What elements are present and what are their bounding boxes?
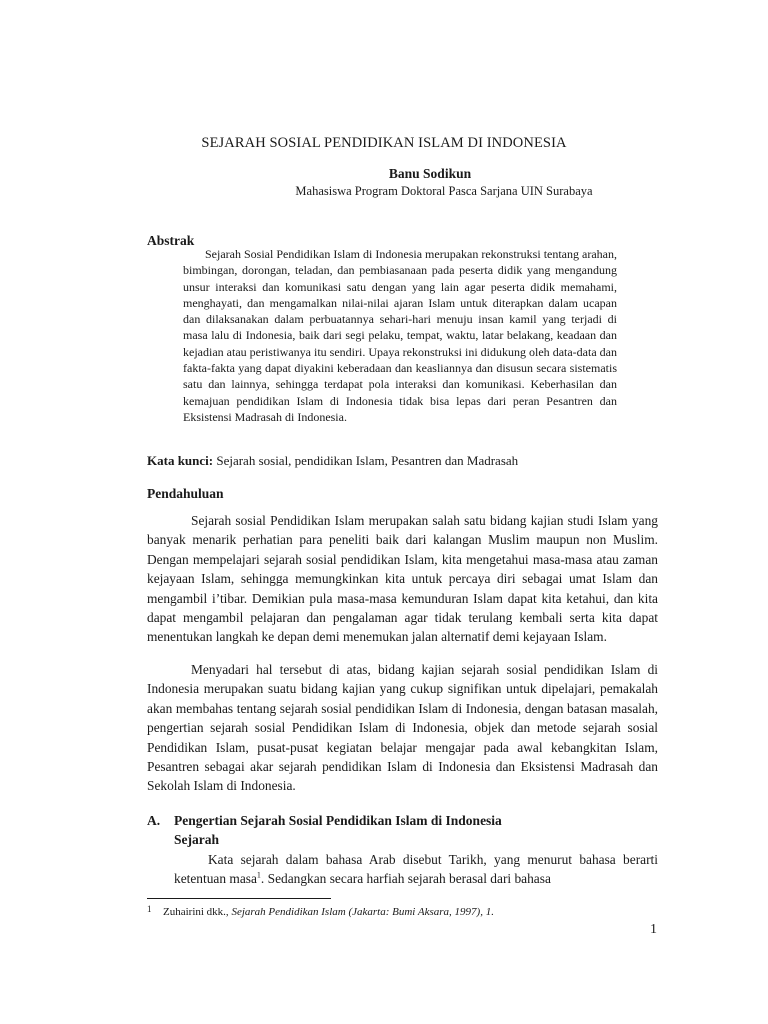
section-a-letter: A. bbox=[147, 813, 161, 828]
page-number: 1 bbox=[650, 922, 657, 937]
keywords-label: Kata kunci: bbox=[147, 453, 214, 468]
author-affiliation: Mahasiswa Program Doktoral Pasca Sarjana UIN Surabaya bbox=[295, 184, 593, 198]
paper-title: SEJARAH SOSIAL PENDIDIKAN ISLAM DI INDONESIA bbox=[201, 135, 567, 151]
abstract-heading: Abstrak bbox=[147, 233, 195, 248]
introduction-paragraph-1: Sejarah sosial Pendidikan Islam merupakan salah satu bidang kajian studi Islam yang banyak menarik perhatian para peneliti baik dari kalangan Muslim maupun non Muslim. Dengan mempelajari sejarah sosial pendidikan Islam, kita mengetahui masa-masa atau zaman kejayaan Islam, sehingga memungkinkan kita untuk percaya diri sebagai umat Islam dan mengambil i’tibar. Demikian pula masa-masa kemunduran Islam dapat kita ketahui, dan kita dapat mengambil pelajaran dan pengalaman agar tidak terulang kembali serta kita dapat menentukan langkah ke depan demi menemukan jalan alternatif demi kejayaan Islam. bbox=[147, 513, 658, 645]
footnote-number: 1 bbox=[147, 904, 152, 914]
author-name: Banu Sodikun bbox=[388, 166, 472, 181]
section-a-text-1: Kata sejarah dalam bahasa Arab disebut Tarikh, yang menurut bahasa berarti ketentuan masa bbox=[174, 852, 658, 887]
introduction-heading: Pendahuluan bbox=[147, 486, 224, 501]
section-a-text-2: . Sedangkan secara harfiah sejarah berasal dari bahasa bbox=[260, 871, 551, 887]
introduction-paragraph-2: Menyadari hal tersebut di atas, bidang kajian sejarah sosial pendidikan Islam di Indonesia merupakan suatu bidang kajian yang cukup signifikan untuk dipelajari, pemakalah akan membahas tentang sejarah sosial pendidikan Islam di Indonesia, dengan batasan masalah, pengertian sejarah sosial Pendidikan Islam di Indonesia, objek dan metode sejarah sosial Pendidikan Islam, pusat-pusat kegiatan belajar mengajar pada awal kebangkitan Islam, Pesantren sebagai akar sejarah pendidikan Islam di Indonesia dan Eksistensi Madrasah dan Sekolah Islam di Indonesia. bbox=[147, 662, 658, 794]
section-a-title: Pengertian Sejarah Sosial Pendidikan Islam di Indonesia bbox=[174, 813, 502, 828]
footnote bbox=[147, 904, 494, 918]
section-a-heading bbox=[147, 813, 502, 829]
footnote-citation: Sejarah Pendidikan Islam (Jakarta: Bumi Aksara, 1997), 1. bbox=[231, 906, 494, 918]
footnote-reference[interactable]: 1 bbox=[256, 870, 261, 880]
footnote-authors: Zuhairini dkk., bbox=[163, 906, 232, 918]
keywords-line bbox=[147, 453, 518, 469]
footnote-divider bbox=[147, 898, 331, 899]
abstract-body: Sejarah Sosial Pendidikan Islam di Indonesia merupakan rekonstruksi tentang arahan, bimbingan, dorongan, teladan, dan pembiasanaan pada peserta didik yang mengandung unsur interaksi dan komunikasi satu dengan yang lain agar peserta didik memahami, menghayati, dan mengamalkan nilai-nilai ajaran Islam untuk diterapkan dalam ucapan dan dilaksanakan dalam perbuatannya sehari-hari menuju insan kamil yang terjadi di masa lalu di Indonesia, baik dari segi pelaku, tempat, waktu, latar belakang, keadaan dan kejadian atau peristiwanya itu sendiri. Upaya rekonstruksi ini didukung oleh data-data dan fakta-fakta yang dapat diyakini keberadaan dan keasliannya dan disusun secara sistematis satu dan lainnya, sehingga terdapat pola interaksi dan komunikasi. Keberhasilan dan kemajuan pendidikan Islam di Indonesia tidak bisa lepas dari peran Pesantren dan Eksistensi Madrasah di Indonesia. bbox=[183, 247, 617, 424]
section-a-paragraph bbox=[174, 850, 658, 889]
subsection-heading: Sejarah bbox=[174, 832, 219, 847]
keywords-value: Sejarah sosial, pendidikan Islam, Pesantren dan Madrasah bbox=[213, 453, 519, 468]
